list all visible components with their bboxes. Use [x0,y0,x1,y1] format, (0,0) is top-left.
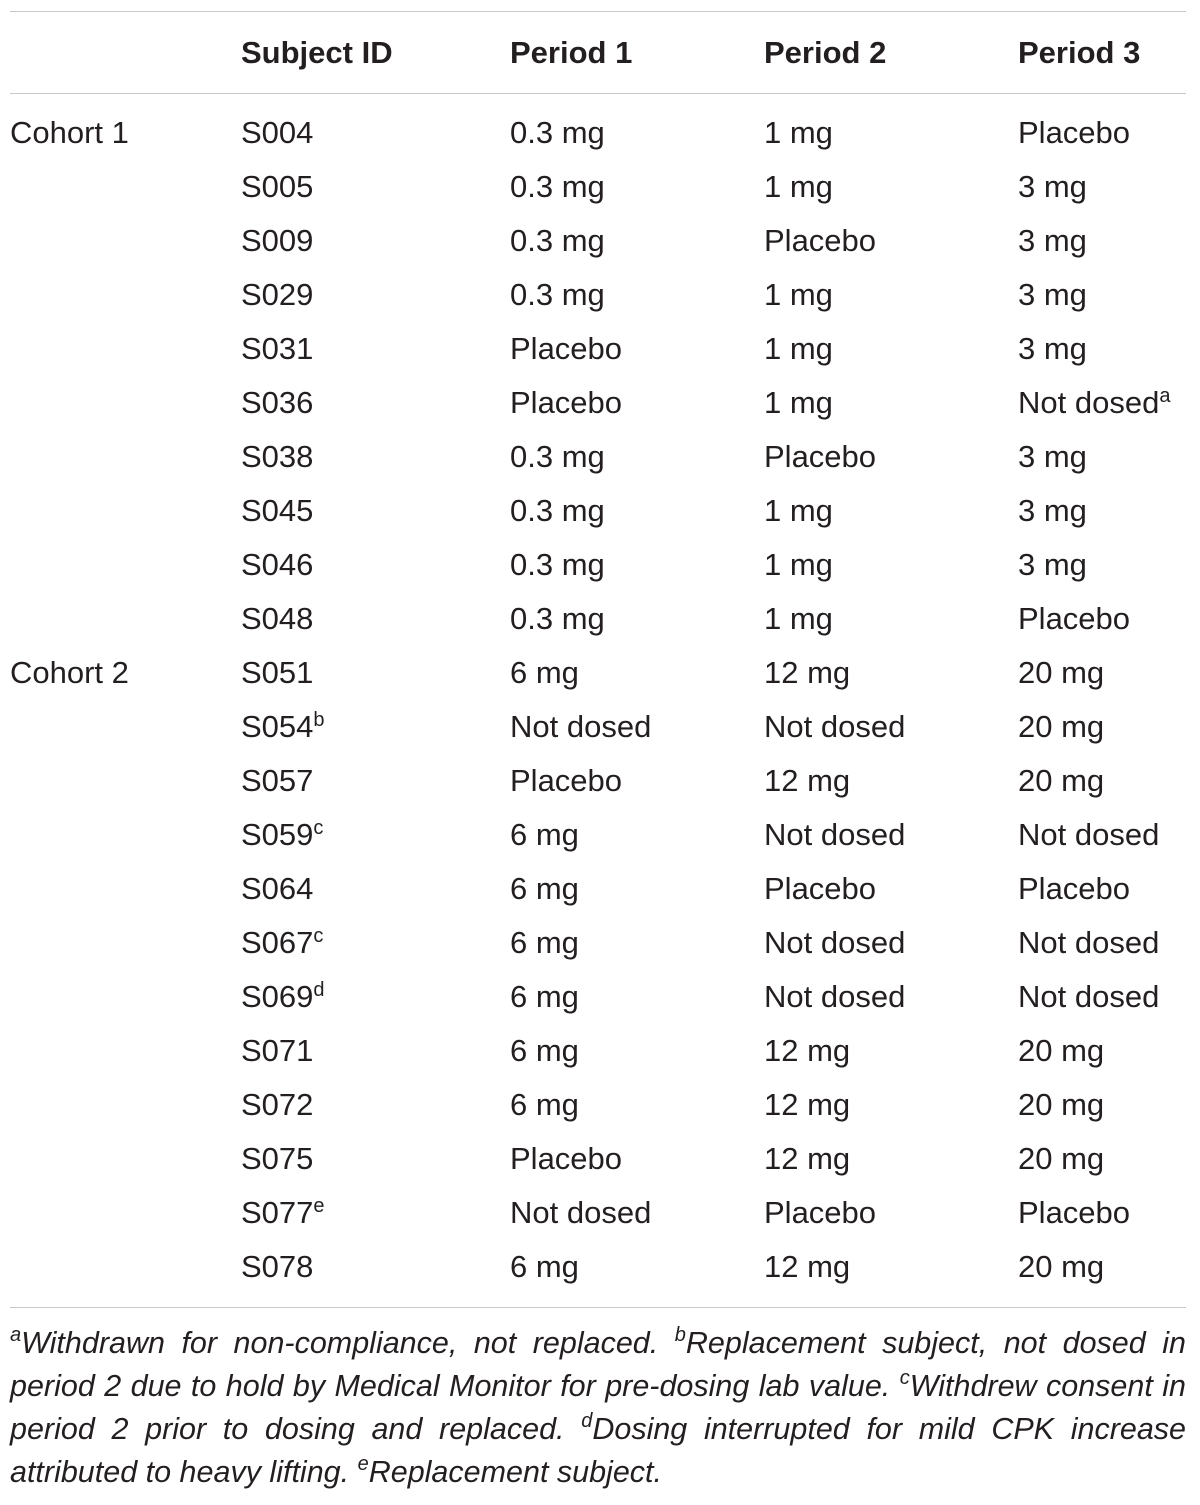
period-3-cell-text: 20 mg [1018,1087,1105,1122]
subject-id-cell [241,808,510,862]
header-period-1: Period 1 [510,34,633,70]
footnote-text: Dosing interrupted for mild CPK increase attributed to heavy lifting. [10,1412,1186,1489]
period-2-cell [764,538,1018,592]
period-3-cell [1018,106,1186,160]
period-2-cell-text: Placebo [764,1195,877,1230]
period-3-cell-text: Not dosed [1018,925,1160,960]
subject-id-cell [241,268,510,322]
period-1-cell [510,970,764,1024]
period-2-cell-text: Not dosed [764,925,906,960]
period-2-cell-text: 1 mg [764,493,833,528]
period-1-cell [510,1240,764,1294]
period-1-cell-text: Placebo [510,1141,623,1176]
table-row [10,268,1186,322]
period-3-cell-text: 3 mg [1018,169,1087,204]
cohort-cell [10,1186,241,1240]
period-3-cell-text: Not dosed [1018,817,1160,852]
subject-id-cell-text: S067 [241,925,314,960]
period-3-cell [1018,214,1186,268]
period-3-cell-text: 3 mg [1018,439,1087,474]
period-3-cell-text: 20 mg [1018,655,1105,690]
period-3-cell-text: 3 mg [1018,277,1087,312]
period-2-cell-text: Not dosed [764,979,906,1014]
header-cohort [10,12,241,93]
period-2-cell [764,1186,1018,1240]
table-row [10,538,1186,592]
period-2-cell-text: 12 mg [764,1141,851,1176]
period-3-cell [1018,322,1186,376]
table-row [10,1078,1186,1132]
period-1-cell [510,1132,764,1186]
subject-id-cell [241,160,510,214]
period-3-cell [1018,970,1186,1024]
period-1-cell-text: 0.3 mg [510,115,605,150]
period-1-cell-text: 0.3 mg [510,601,605,636]
period-1-cell-text: 6 mg [510,871,579,906]
cohort-cell [10,484,241,538]
subject-id-cell-text: S038 [241,439,314,474]
period-1-cell-text: 0.3 mg [510,277,605,312]
footnote-marker: c [313,925,324,947]
subject-id-cell [241,916,510,970]
table-row [10,1132,1186,1186]
subject-id-cell [241,1240,510,1294]
footnote-text: Replacement subject. [368,1455,662,1489]
period-2-cell [764,430,1018,484]
subject-id-cell-text: S036 [241,385,314,420]
cohort-cell [10,916,241,970]
period-2-cell [764,916,1018,970]
period-3-cell [1018,808,1186,862]
subject-id-cell-text: S005 [241,169,314,204]
period-3-cell-text: Placebo [1018,1195,1131,1230]
subject-id-cell-text: S048 [241,601,314,636]
cohort-cell [10,700,241,754]
period-2-cell [764,322,1018,376]
period-2-cell [764,862,1018,916]
period-1-cell-text: 6 mg [510,979,579,1014]
period-2-cell-text: Placebo [764,223,877,258]
subject-id-cell [241,754,510,808]
period-3-cell-text: 3 mg [1018,223,1087,258]
period-1-cell [510,214,764,268]
table-row [10,808,1186,862]
subject-id-cell-text: S051 [241,655,314,690]
period-3-cell [1018,538,1186,592]
period-2-cell [764,268,1018,322]
period-3-cell-text: 3 mg [1018,493,1087,528]
period-2-cell [764,106,1018,160]
table-row [10,430,1186,484]
subject-id-cell-text: S077 [241,1195,314,1230]
period-1-cell [510,484,764,538]
period-2-cell [764,376,1018,430]
cohort-cell [10,160,241,214]
period-2-cell [764,160,1018,214]
subject-id-cell-text: S057 [241,763,314,798]
table-row [10,484,1186,538]
cohort-cell [10,1024,241,1078]
dosing-table [10,12,1186,1294]
footnote-marker: a [1159,385,1171,407]
subject-id-cell-text: S004 [241,115,314,150]
footnote-mark: e [357,1453,369,1475]
period-2-cell-text: 1 mg [764,277,833,312]
subject-id-cell-text: S046 [241,547,314,582]
period-2-cell [764,970,1018,1024]
period-1-cell-text: 0.3 mg [510,223,605,258]
period-1-cell-text: Not dosed [510,1195,652,1230]
period-1-cell [510,592,764,646]
period-2-cell [764,592,1018,646]
period-1-cell [510,646,764,700]
period-1-cell-text: 0.3 mg [510,547,605,582]
table-row [10,700,1186,754]
subject-id-cell [241,970,510,1024]
subject-id-cell [241,322,510,376]
period-1-cell-text: Placebo [510,331,623,366]
period-2-cell [764,1132,1018,1186]
footnote-marker: b [313,709,325,731]
period-1-cell [510,808,764,862]
period-1-cell [510,916,764,970]
table-row [10,970,1186,1024]
period-3-cell [1018,160,1186,214]
period-1-cell-text: Placebo [510,763,623,798]
subject-id-cell [241,700,510,754]
period-2-cell-text: 1 mg [764,169,833,204]
period-3-cell [1018,1132,1186,1186]
period-1-cell [510,700,764,754]
subject-id-cell [241,430,510,484]
period-2-cell [764,808,1018,862]
cohort-cell [10,970,241,1024]
table-row [10,1024,1186,1078]
subject-id-cell-text: S075 [241,1141,314,1176]
period-2-cell-text: Not dosed [764,817,906,852]
table-row [10,862,1186,916]
table-row [10,322,1186,376]
period-3-cell [1018,862,1186,916]
period-2-cell-text: 12 mg [764,763,851,798]
footnote-text: Withdrew consent in period 2 prior to dosing and replaced. [10,1369,1186,1446]
period-1-cell [510,268,764,322]
footnotes [10,1322,1186,1494]
subject-id-cell [241,106,510,160]
table-row [10,916,1186,970]
cohort-cell-text: Cohort 2 [10,655,129,690]
subject-id-cell [241,376,510,430]
period-1-cell-text: 6 mg [510,817,579,852]
subject-id-cell-text: S064 [241,871,314,906]
period-2-cell-text: 1 mg [764,331,833,366]
subject-id-cell [241,1132,510,1186]
subject-id-cell [241,484,510,538]
cohort-cell [10,322,241,376]
subject-id-cell [241,1186,510,1240]
subject-id-cell [241,862,510,916]
table-row [10,754,1186,808]
period-3-cell-text: 3 mg [1018,547,1087,582]
table-row [10,1186,1186,1240]
subject-id-cell [241,592,510,646]
period-3-cell [1018,1186,1186,1240]
period-3-cell-text: Placebo [1018,871,1131,906]
subject-id-cell [241,1024,510,1078]
period-1-cell [510,862,764,916]
period-3-cell [1018,754,1186,808]
period-3-cell [1018,1024,1186,1078]
period-1-cell [510,322,764,376]
period-3-cell-text: 20 mg [1018,1141,1105,1176]
cohort-cell [10,538,241,592]
period-3-cell-text: 20 mg [1018,1033,1105,1068]
header-period-3: Period 3 [1018,34,1141,70]
subject-id-cell-text: S072 [241,1087,314,1122]
cohort-cell [10,862,241,916]
period-1-cell-text: 6 mg [510,1249,579,1284]
period-1-cell-text: 0.3 mg [510,169,605,204]
table-header-row [10,12,1186,93]
subject-id-cell-text: S029 [241,277,314,312]
subject-id-cell [241,1078,510,1132]
period-3-cell [1018,430,1186,484]
period-1-cell [510,106,764,160]
period-3-cell [1018,592,1186,646]
period-1-cell-text: 6 mg [510,655,579,690]
period-3-cell [1018,700,1186,754]
period-1-cell-text: 6 mg [510,1033,579,1068]
period-2-cell-text: 1 mg [764,601,833,636]
period-2-cell-text: 12 mg [764,1249,851,1284]
period-2-cell-text: 1 mg [764,385,833,420]
period-2-cell [764,214,1018,268]
table-row [10,214,1186,268]
period-3-cell [1018,646,1186,700]
header-period-2: Period 2 [764,34,887,70]
cohort-cell [10,1240,241,1294]
table-row [10,106,1186,160]
period-3-cell [1018,1240,1186,1294]
subject-id-cell-text: S045 [241,493,314,528]
period-3-cell-text: Placebo [1018,115,1131,150]
period-1-cell [510,754,764,808]
period-1-cell [510,430,764,484]
footnote-mark: b [674,1324,686,1346]
footnote-marker: c [313,817,324,839]
period-3-cell-text: Not dosed [1018,979,1160,1014]
subject-id-cell-text: S071 [241,1033,314,1068]
cohort-cell [10,1132,241,1186]
footnote-text: Replacement subject, not dosed in period 2 due to hold by Medical Monitor for pre-dosing lab value. [10,1326,1186,1403]
period-1-cell-text: 6 mg [510,925,579,960]
period-2-cell [764,484,1018,538]
cohort-cell [10,376,241,430]
period-3-cell-text: Not dosed [1018,385,1160,420]
period-2-cell-text: Placebo [764,871,877,906]
subject-id-cell [241,214,510,268]
period-3-cell [1018,268,1186,322]
cohort-cell [10,592,241,646]
period-3-cell-text: 3 mg [1018,331,1087,366]
subject-id-cell [241,646,510,700]
subject-id-cell-text: S069 [241,979,314,1014]
footnote-text: Withdrawn for non-compliance, not replaced. [21,1326,659,1360]
period-3-cell [1018,484,1186,538]
cohort-cell [10,106,241,160]
period-1-cell-text: 6 mg [510,1087,579,1122]
table-row [10,592,1186,646]
period-2-cell [764,1024,1018,1078]
period-1-cell [510,1186,764,1240]
cohort-cell [10,430,241,484]
period-1-cell-text: 0.3 mg [510,439,605,474]
cohort-cell [10,1078,241,1132]
period-2-cell [764,646,1018,700]
subject-id-cell-text: S009 [241,223,314,258]
period-2-cell [764,1078,1018,1132]
period-1-cell-text: Placebo [510,385,623,420]
cohort-cell [10,646,241,700]
period-2-cell-text: 1 mg [764,547,833,582]
table-body [10,106,1186,1294]
cohort-cell [10,214,241,268]
footer-rule [10,1307,1186,1308]
table-row [10,160,1186,214]
footnote-marker: d [313,979,325,1001]
period-2-cell [764,1240,1018,1294]
period-1-cell [510,1078,764,1132]
period-1-cell-text: Not dosed [510,709,652,744]
period-1-cell [510,1024,764,1078]
footnote-mark: a [10,1324,22,1346]
period-3-cell-text: 20 mg [1018,1249,1105,1284]
cohort-cell [10,754,241,808]
period-1-cell [510,376,764,430]
period-2-cell-text: 1 mg [764,115,833,150]
period-3-cell-text: 20 mg [1018,709,1105,744]
period-2-cell-text: 12 mg [764,655,851,690]
period-3-cell-text: 20 mg [1018,763,1105,798]
period-3-cell [1018,1078,1186,1132]
period-2-cell [764,700,1018,754]
period-1-cell [510,160,764,214]
period-3-cell [1018,916,1186,970]
table-row [10,376,1186,430]
subject-id-cell-text: S059 [241,817,314,852]
cohort-cell-text: Cohort 1 [10,115,129,150]
table-row [10,1240,1186,1294]
subject-id-cell-text: S054 [241,709,314,744]
cohort-cell [10,808,241,862]
table-row [10,646,1186,700]
header-subject-id: Subject ID [241,34,393,70]
subject-id-cell [241,538,510,592]
subject-id-cell-text: S078 [241,1249,314,1284]
period-2-cell-text: Placebo [764,439,877,474]
footnote-marker: e [313,1195,325,1217]
cohort-cell [10,268,241,322]
subject-id-cell-text: S031 [241,331,314,366]
period-1-cell-text: 0.3 mg [510,493,605,528]
period-2-cell [764,754,1018,808]
footnote-mark: d [581,1410,593,1432]
period-1-cell [510,538,764,592]
period-3-cell [1018,376,1186,430]
period-2-cell-text: Not dosed [764,709,906,744]
footnote-mark: c [899,1367,910,1389]
period-3-cell-text: Placebo [1018,601,1131,636]
period-2-cell-text: 12 mg [764,1033,851,1068]
period-2-cell-text: 12 mg [764,1087,851,1122]
